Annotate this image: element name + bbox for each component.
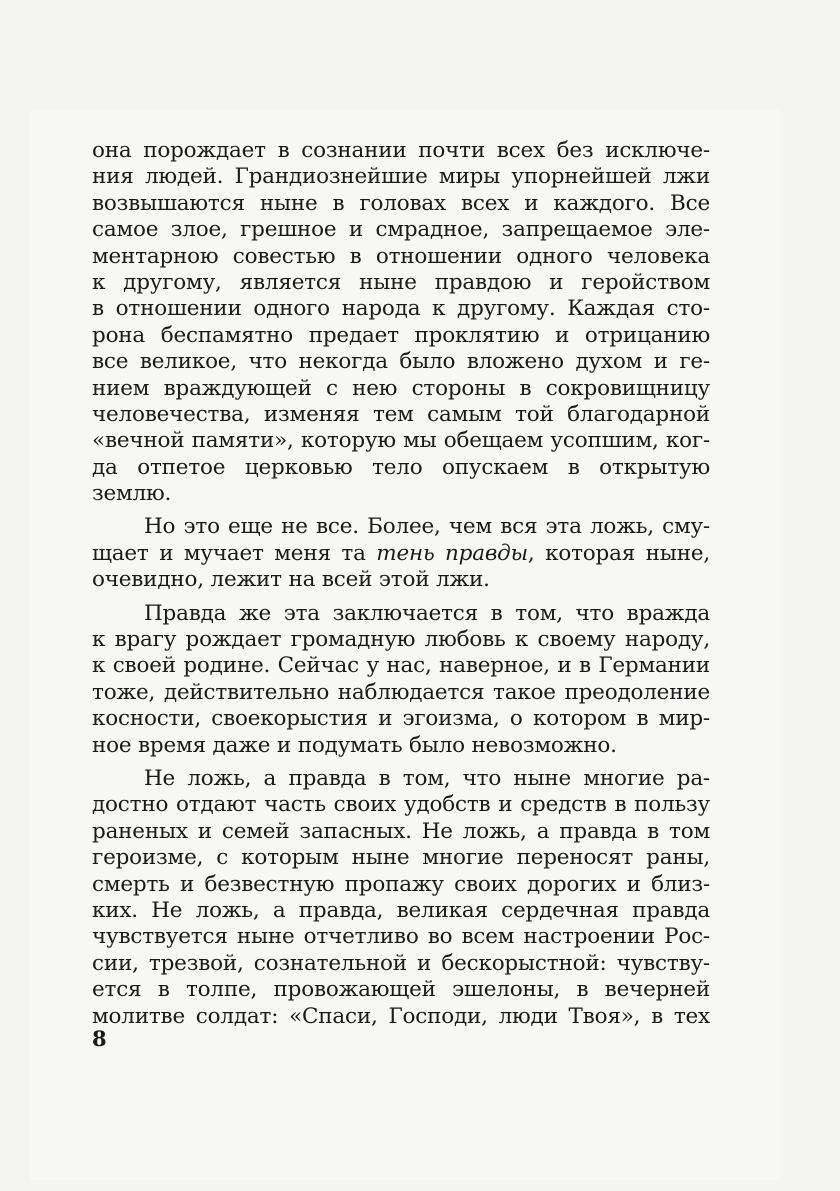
text-line: «вечной памяти», которую мы обещаем усопшим, ког- — [92, 428, 710, 454]
text-line: сии, трезвой, сознательной и бескорыстной: чувству- — [92, 950, 710, 976]
page-number: 8 — [92, 1026, 107, 1051]
text-line: ное время даже и подумать было невозможно. — [92, 732, 617, 758]
text-line: Но это еще не все. Более, чем вся эта ложь, сму- — [144, 514, 710, 540]
text-line: к своей родине. Сейчас у нас, наверное, и в Германии — [92, 653, 710, 679]
text-line: ния людей. Грандиознейшие миры упорнейшей лжи — [92, 164, 710, 190]
text-run: щает и мучает меня та — [92, 540, 377, 566]
text-line: самое злое, грешное и смрадное, запрещаемое эле- — [92, 217, 710, 243]
text-line: ется в толпе, провожающей эшелоны, в вечерней — [92, 977, 710, 1003]
text-line: человечества, изменяя тем самым той благодарной — [92, 401, 710, 427]
text-line: к врагу рождает громадную любовь к своему народу, — [92, 627, 710, 653]
paragraph — [92, 138, 710, 507]
text-line: нием враждующей с нею стороны в сокровищницу — [92, 375, 710, 401]
text-line: чувствуется ныне отчетливо во всем настроении Рос- — [92, 924, 710, 950]
text-line: очевидно, лежит на всей этой лжи. — [92, 567, 490, 593]
italic-phrase: тень правды — [376, 540, 528, 566]
paragraph — [92, 601, 710, 759]
document-body — [92, 138, 710, 1030]
text-line: землю. — [92, 481, 172, 507]
text-line: все великое, что некогда было вложено духом и ге- — [92, 349, 710, 375]
text-line: косности, своекорыстия и эгоизма, о котором в мир- — [92, 706, 710, 732]
text-line: Не ложь, а правда в том, что ныне многие ра- — [144, 765, 710, 791]
paragraph — [92, 766, 710, 1030]
text-line: молитве солдат: «Спаси, Господи, люди Твоя», в тех — [92, 1003, 710, 1029]
text-line: да отпетое церковью тело опускаем в открытую — [92, 454, 710, 480]
text-line: достно отдают часть своих удобств и средств в пользу — [92, 792, 710, 818]
text-line: рона беспамятно предает проклятию и отрицанию — [92, 322, 710, 348]
text-line: она порождает в сознании почти всех без исключе- — [92, 138, 710, 163]
text-line: ких. Не ложь, а правда, великая сердечная правда — [92, 897, 710, 923]
text-line: к другому, является ныне правдою и геройством — [92, 269, 710, 295]
text-line: Правда же эта заключается в том, что вражда — [144, 600, 710, 626]
text-line: смерть и безвестную пропажу своих дорогих и близ- — [92, 871, 710, 897]
text-line: ментарною совестью в отношении одного человека — [92, 243, 710, 269]
text-line: тоже, действительно наблюдается такое преодоление — [92, 679, 710, 705]
text-line — [92, 541, 710, 567]
text-line: героизме, с которым ныне многие переносят раны, — [92, 845, 710, 871]
paragraph — [92, 514, 710, 593]
text-line: раненых и семей запасных. Не ложь, а правда в том — [92, 818, 710, 844]
text-line: в отношении одного народа к другому. Каждая сто- — [92, 296, 710, 322]
text-run: , которая ныне, — [527, 540, 710, 566]
text-line: возвышаются ныне в головах всех и каждого. Все — [92, 190, 710, 216]
